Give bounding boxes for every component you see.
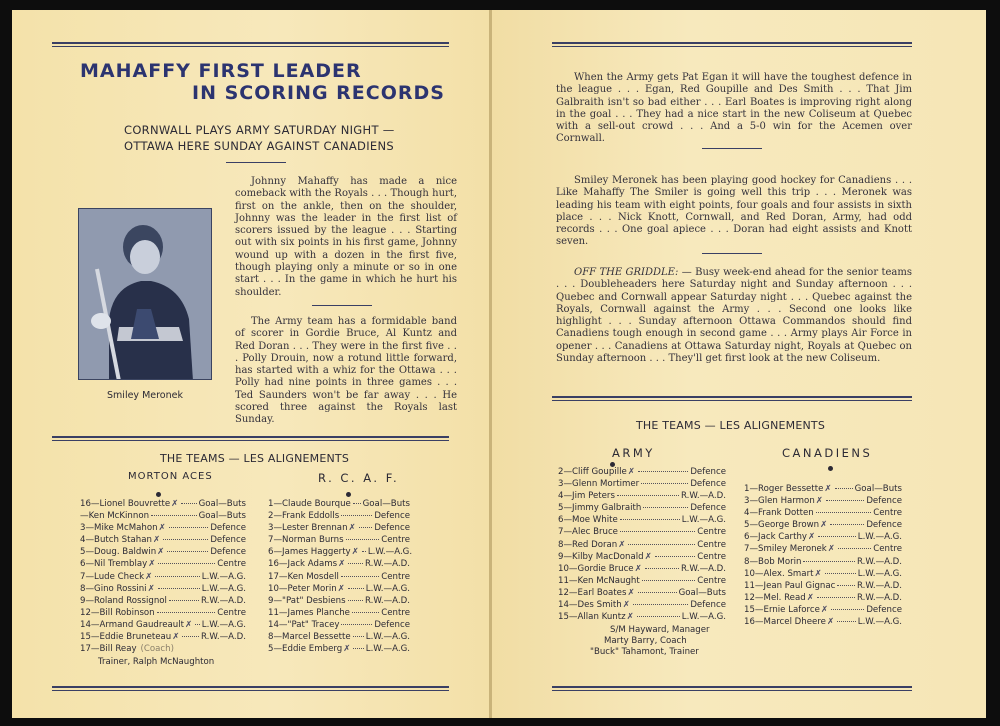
leader-dots	[169, 600, 199, 601]
leader-dots	[817, 597, 855, 598]
leader-dots	[837, 585, 855, 586]
leader-dots	[348, 600, 363, 601]
player-name: 9—"Pat" Desbiens	[268, 595, 346, 606]
player-name: 9—Roland Rossignol	[80, 595, 167, 606]
leader-dots	[830, 524, 864, 525]
roster-army	[558, 467, 726, 624]
check-mark-icon: ✗	[814, 568, 822, 579]
check-mark-icon: ✗	[158, 523, 166, 534]
player-position: L.W.—A.G.	[681, 515, 726, 526]
player-name: 17—Bill Reay	[80, 644, 137, 655]
roster-row	[80, 644, 246, 656]
player-position: Goal—Buts	[198, 511, 246, 522]
player-position: R.W.—A.D.	[680, 563, 726, 574]
player-position: L.W.—A.G.	[857, 617, 902, 628]
player-position: Defence	[690, 503, 726, 514]
roster-morton-aces	[80, 499, 246, 656]
roster-row	[558, 479, 726, 491]
player-name: 12—Mel. Read	[744, 592, 806, 603]
check-mark-icon: ✗	[148, 559, 156, 570]
bottom-rule-thin	[52, 690, 449, 691]
roster-row	[268, 547, 413, 559]
player-name: 11—James Planche	[268, 607, 350, 618]
headline-line-2: IN SCORING RECORDS	[192, 82, 445, 104]
check-mark-icon: ✗	[815, 496, 823, 507]
player-name: 12—Earl Boates	[558, 587, 627, 598]
player-name: 14—Des Smith	[558, 600, 622, 611]
section-rule	[552, 396, 912, 398]
roster-row	[558, 467, 726, 479]
player-name: 3—Glenn Mortimer	[558, 479, 640, 490]
top-rule-thin	[552, 46, 912, 47]
player-position: Defence	[374, 511, 410, 522]
roster-row	[744, 617, 902, 629]
check-mark-icon: ✗	[145, 571, 153, 582]
leader-dots	[826, 500, 864, 501]
check-mark-icon: ✗	[820, 520, 828, 531]
check-mark-icon: ✗	[626, 612, 634, 623]
check-mark-icon: ✗	[826, 617, 835, 628]
leader-dots	[362, 551, 366, 552]
roster-row	[558, 600, 726, 612]
player-position: R.W.—A.D.	[856, 592, 902, 603]
roster-row	[558, 527, 726, 539]
team-name-rcaf: R. C. A. F.	[318, 471, 400, 485]
check-mark-icon: ✗	[172, 632, 180, 643]
player-position: Goal—Buts	[854, 484, 902, 494]
player-name: 1—Roger Bessette	[744, 484, 824, 494]
player-name: 16—Marcel Dheere	[744, 617, 826, 628]
roster-row	[744, 581, 902, 593]
player-name: 8—Red Doran	[558, 539, 618, 550]
check-mark-icon: ✗	[824, 484, 832, 494]
roster-row	[744, 544, 902, 556]
player-name: 4—Jim Peters	[558, 491, 615, 502]
paragraph-body: — Busy week-end ahead for the senior teams . . . Doubleheaders here Saturday night and Sunday afternoon . . . Quebec and Cornwall appear Saturday night . . . Quebec against the Royals, Cornwall against the Army . . . Second one looks like highlight . . . Sunday afternoon Ottawa Commandos should find Canadiens tough enough in second game . . . Army plays Air Force in opener . . . Canadiens at Ottawa Saturday night, Royals at Quebec on Sunday afternoon . . . They'll get first look at the new Coliseum.	[556, 267, 912, 365]
leader-dots	[348, 588, 364, 589]
player-name: 9—Kilby MacDonald	[558, 551, 644, 562]
player-position: L.W.—A.G.	[365, 632, 410, 643]
check-mark-icon: ✗	[348, 523, 356, 534]
player-name: 1—Claude Bourque	[268, 499, 351, 509]
top-rule	[552, 42, 912, 44]
roster-row	[268, 511, 410, 523]
roster-row	[80, 511, 246, 523]
leader-dots	[353, 636, 364, 637]
article-paragraph-1: Johnny Mahaffy has made a nice comeback with the Royals . . . Though hurt, first on the ankle, then on the shoulder, Johnny was the leader in the first list of scorers issued by the league . . . Starting out with six points in his first game, Johnny wound up with a dozen in the first five, though playing only a minute or so in one start . . . In the game in which he hurt his shoulder.	[235, 176, 457, 298]
leader-dots	[169, 527, 209, 528]
player-name: 4—Frank Dotten	[744, 508, 814, 519]
leader-dots	[637, 616, 680, 617]
player-name: 11—Jean Paul Gignac	[744, 580, 836, 591]
player-name: 16—Jack Adams	[268, 559, 338, 570]
player-name: 12—Bill Robinson	[80, 607, 155, 618]
check-mark-icon: ✗	[827, 544, 835, 555]
staff-trainer: "Buck" Tahamont, Trainer	[590, 647, 699, 657]
roster-rcaf	[268, 499, 413, 656]
roster-row	[80, 608, 246, 620]
leader-dots	[645, 568, 679, 569]
player-name: 7—Norman Burns	[268, 535, 344, 546]
paragraph-lead: OFF THE GRIDDLE:	[574, 267, 679, 278]
check-mark-icon: ✗	[171, 499, 179, 509]
roster-row	[558, 540, 726, 552]
leader-dots	[158, 563, 215, 564]
check-mark-icon: ✗	[337, 583, 345, 594]
roster-row	[744, 484, 902, 496]
player-name: 10—Alex. Smart	[744, 568, 814, 579]
roster-row	[744, 520, 902, 532]
roster-row	[558, 612, 726, 624]
roster-row	[268, 632, 410, 644]
player-position: Defence	[866, 496, 902, 507]
player-name: 15—Ernie Laforce	[744, 604, 820, 615]
leader-dots	[641, 483, 688, 484]
bullet-dot	[346, 492, 351, 497]
player-position: R.W.—A.D.	[200, 595, 246, 606]
teams-title: THE TEAMS — LES ALIGNEMENTS	[160, 452, 350, 465]
roster-row	[80, 499, 246, 511]
team-name-army: ARMY	[612, 446, 655, 460]
check-mark-icon: ✗	[152, 535, 161, 546]
player-name: 8—Marcel Bessette	[268, 632, 351, 643]
leader-dots	[838, 548, 871, 549]
roster-row	[268, 523, 410, 535]
player-position: R.W.—A.D.	[680, 491, 726, 502]
player-name: 7—Alec Bruce	[558, 527, 618, 538]
roster-row	[268, 644, 410, 656]
player-name: 5—Doug. Baldwin	[80, 547, 157, 558]
roster-row	[80, 584, 246, 596]
player-position: Centre	[381, 607, 410, 618]
player-name: 5—George Brown	[744, 520, 820, 531]
player-position: Centre	[697, 575, 726, 586]
player-position: Centre	[873, 544, 902, 555]
leader-dots	[158, 588, 200, 589]
roster-row	[744, 569, 902, 581]
roster-row	[80, 547, 246, 559]
player-position: Goal—Buts	[362, 499, 410, 509]
player-name: 16—Lionel Bouvrette	[80, 499, 171, 509]
player-position: Defence	[374, 619, 410, 630]
leader-dots	[643, 507, 688, 508]
roster-row	[744, 593, 902, 605]
article-paragraph-2: Smiley Meronek has been playing good hockey for Canadiens . . . Like Mahaffy The Smiler is going well this trip . . . Meronek was leading his team with eight points, four goals and four assists in sixth place . . . Nick Knott, Cornwall, and Red Doran, Army, had odd records . . . One goal apiece . . . Doran had eight assists and Knott seven.	[556, 175, 912, 248]
top-rule-thin	[52, 46, 449, 47]
subhead-line-1: CORNWALL PLAYS ARMY SATURDAY NIGHT —	[124, 123, 395, 137]
bottom-rule	[52, 686, 449, 688]
staff-manager: S/M Hayward, Manager	[610, 625, 710, 635]
leader-dots	[818, 536, 856, 537]
divider	[226, 162, 286, 163]
leader-dots	[163, 539, 208, 540]
player-name: 8—Bob Morin	[744, 556, 802, 567]
player-position: Centre	[697, 527, 726, 538]
player-name: 8—Gino Rossini	[80, 583, 147, 594]
roster-row	[80, 523, 246, 535]
roster-row	[268, 559, 410, 571]
leader-dots	[638, 471, 688, 472]
roster-row	[268, 608, 410, 620]
player-name: 5—Eddie Emberg	[268, 644, 343, 655]
roster-row	[744, 557, 902, 569]
player-position: Goal—Buts	[198, 499, 246, 509]
leader-dots	[352, 612, 379, 613]
player-position: Defence	[210, 547, 246, 558]
leader-dots	[157, 612, 216, 613]
roster-row	[558, 552, 726, 564]
leader-dots	[341, 576, 379, 577]
player-position: L.W.—A.G.	[857, 568, 902, 579]
leader-dots	[617, 495, 679, 496]
player-position: Centre	[217, 559, 246, 570]
roster-row	[80, 535, 246, 547]
player-name: —Ken McKinnon	[80, 511, 150, 522]
player-position: Defence	[866, 520, 902, 531]
player-position: L.W.—A.G.	[201, 583, 246, 594]
leader-dots	[825, 573, 856, 574]
leader-dots	[155, 576, 200, 577]
section-rule-thin	[552, 400, 912, 401]
leader-dots	[638, 592, 677, 593]
roster-row	[268, 535, 410, 547]
player-name: 10—Gordie Bruce	[558, 563, 634, 574]
roster-row	[268, 584, 410, 596]
roster-row	[558, 576, 726, 588]
player-name: 7—Lude Check	[80, 571, 145, 582]
player-name: 4—Butch Stahan	[80, 535, 152, 546]
player-name: 6—Jack Carthy	[744, 532, 807, 543]
player-position: Centre	[381, 535, 410, 546]
player-name: 10—Peter Morin	[268, 583, 337, 594]
roster-row	[80, 632, 246, 644]
player-position: L.W.—A.G.	[681, 612, 726, 623]
bullet-dot	[156, 492, 161, 497]
player-name: 2—Cliff Goupille	[558, 467, 627, 477]
leader-dots	[341, 624, 372, 625]
divider	[702, 148, 762, 149]
roster-row	[268, 499, 410, 511]
leader-dots	[816, 512, 872, 513]
player-position: Centre	[217, 607, 246, 618]
check-mark-icon: ✗	[627, 587, 635, 598]
player-name: 15—Eddie Bruneteau	[80, 632, 172, 643]
roster-row	[558, 564, 726, 576]
roster-row	[80, 572, 246, 584]
roster-row	[558, 491, 726, 503]
roster-row	[744, 496, 902, 508]
section-rule-thin	[52, 440, 449, 441]
leader-dots	[341, 515, 372, 516]
player-position: Centre	[381, 571, 410, 582]
leader-dots	[348, 563, 363, 564]
team-name-morton-aces: MORTON ACES	[128, 471, 213, 482]
player-note: (Coach)	[140, 644, 174, 655]
player-name: 11—Ken McNaught	[558, 575, 640, 586]
player-position: Centre	[873, 508, 902, 519]
roster-row	[558, 515, 726, 527]
right-page	[492, 10, 986, 718]
player-position: L.W.—A.G.	[857, 532, 902, 543]
leader-dots	[642, 580, 695, 581]
player-name: 15—Allan Kuntz	[558, 612, 626, 623]
teams-title: THE TEAMS — LES ALIGNEMENTS	[636, 419, 826, 432]
leader-dots	[359, 527, 373, 528]
team-name-canadiens: CANADIENS	[782, 446, 873, 460]
leader-dots	[182, 636, 198, 637]
player-position: L.W.—A.G.	[201, 619, 246, 630]
player-position: R.W.—A.D.	[856, 580, 902, 591]
player-position: L.W.—A.G.	[365, 644, 410, 655]
player-position: L.W.—A.G.	[365, 583, 410, 594]
check-mark-icon: ✗	[627, 467, 635, 477]
player-name: 17—Ken Mosdell	[268, 571, 339, 582]
player-position: R.W.—A.D.	[200, 632, 246, 643]
roster-row	[744, 508, 902, 520]
article-paragraph-2: The Army team has a formidable band of scorer in Gordie Bruce, Al Kuntz and Red Doran . . . They were in the first five . . . Polly Drouin, now a rotund little forward, has started with a whiz for the Ottawa . . . Polly had nine points in three games . . . Ted Saunders won't be far away . . . He scored three against the Royals last Sunday.	[235, 316, 457, 426]
leader-dots	[655, 556, 695, 557]
roster-row	[268, 596, 410, 608]
player-position: Centre	[697, 539, 726, 550]
check-mark-icon: ✗	[147, 583, 155, 594]
divider	[312, 305, 372, 306]
bottom-rule	[552, 686, 912, 688]
player-position: Defence	[690, 600, 726, 611]
roster-row	[268, 572, 410, 584]
player-position: L.W.—A.G.	[367, 547, 413, 558]
section-rule	[52, 436, 449, 438]
roster-canadiens	[744, 484, 902, 629]
player-name: 3—Mike McMahon	[80, 523, 158, 534]
roster-row	[80, 620, 246, 632]
roster-row	[558, 588, 726, 600]
roster-row	[80, 559, 246, 571]
staff-trainer: Trainer, Ralph McNaughton	[98, 657, 215, 667]
leader-dots	[353, 648, 363, 649]
leader-dots	[353, 503, 361, 504]
leader-dots	[803, 561, 855, 562]
photo-caption: Smiley Meronek	[107, 390, 183, 401]
leader-dots	[151, 515, 197, 516]
roster-row	[80, 596, 246, 608]
top-rule	[52, 42, 449, 44]
check-mark-icon: ✗	[338, 559, 346, 570]
player-name: 3—Glen Harmon	[744, 496, 815, 507]
player-name: 6—Nil Tremblay	[80, 559, 148, 570]
player-position: R.W.—A.D.	[364, 559, 410, 570]
leader-dots	[620, 519, 680, 520]
leader-dots	[628, 544, 695, 545]
check-mark-icon: ✗	[634, 563, 642, 574]
check-mark-icon: ✗	[157, 547, 165, 558]
article-paragraph-3	[556, 267, 912, 365]
check-mark-icon: ✗	[644, 551, 652, 562]
player-name: 2—Frank Eddolls	[268, 511, 340, 522]
subhead-line-2: OTTAWA HERE SUNDAY AGAINST CANADIENS	[124, 139, 394, 153]
player-name: 6—Moe White	[558, 515, 618, 526]
leader-dots	[633, 604, 688, 605]
bottom-rule-thin	[552, 690, 912, 691]
leader-dots	[195, 624, 200, 625]
player-name: 6—James Haggerty	[268, 547, 351, 558]
check-mark-icon: ✗	[351, 547, 359, 558]
check-mark-icon: ✗	[343, 644, 351, 655]
headline-line-1: MAHAFFY FIRST LEADER	[80, 60, 362, 82]
player-position: Goal—Buts	[678, 587, 726, 598]
roster-row	[558, 503, 726, 515]
player-position: Defence	[690, 479, 726, 490]
check-mark-icon: ✗	[820, 604, 829, 615]
leader-dots	[167, 551, 208, 552]
roster-row	[744, 605, 902, 617]
player-photo	[78, 208, 212, 380]
player-name: 7—Smiley Meronek	[744, 544, 827, 555]
check-mark-icon: ✗	[806, 592, 814, 603]
leader-dots	[837, 621, 856, 622]
check-mark-icon: ✗	[808, 532, 816, 543]
player-position: Defence	[690, 467, 726, 477]
divider	[702, 253, 762, 254]
leader-dots	[831, 609, 864, 610]
player-position: Defence	[210, 523, 246, 534]
staff-coach: Marty Barry, Coach	[604, 636, 687, 646]
left-page	[12, 10, 490, 718]
player-position: R.W.—A.D.	[856, 556, 902, 567]
player-name: 3—Lester Brennan	[268, 523, 348, 534]
article-paragraph-1: When the Army gets Pat Egan it will have the toughest defence in the league . . . Egan, Red Goupille and Des Smith . . . That Jim Galbraith isn't so bad either . . . Earl Boates is improving right along in the goal . . . They had a nice start in the new Coliseum at Quebec with a sell-out crowd . . . And a 5-0 win for the Acemen over Cornwall.	[556, 72, 912, 145]
leader-dots	[835, 488, 853, 489]
leader-dots	[346, 539, 380, 540]
bullet-dot	[828, 466, 833, 471]
check-mark-icon: ✗	[618, 539, 626, 550]
player-position: Defence	[210, 535, 246, 546]
player-position: L.W.—A.G.	[201, 571, 246, 582]
roster-row	[268, 620, 410, 632]
player-name: 5—Jimmy Galbraith	[558, 503, 642, 514]
player-name: 14—Armand Gaudreault	[80, 619, 184, 630]
check-mark-icon: ✗	[622, 600, 630, 611]
player-position: Defence	[374, 523, 410, 534]
player-name: 14—"Pat" Tracey	[268, 619, 340, 630]
player-position: Centre	[697, 551, 726, 562]
leader-dots	[181, 503, 196, 504]
leader-dots	[620, 531, 695, 532]
roster-row	[744, 532, 902, 544]
player-position: R.W.—A.D.	[364, 595, 410, 606]
player-position: Defence	[866, 604, 902, 615]
check-mark-icon: ✗	[185, 619, 193, 630]
